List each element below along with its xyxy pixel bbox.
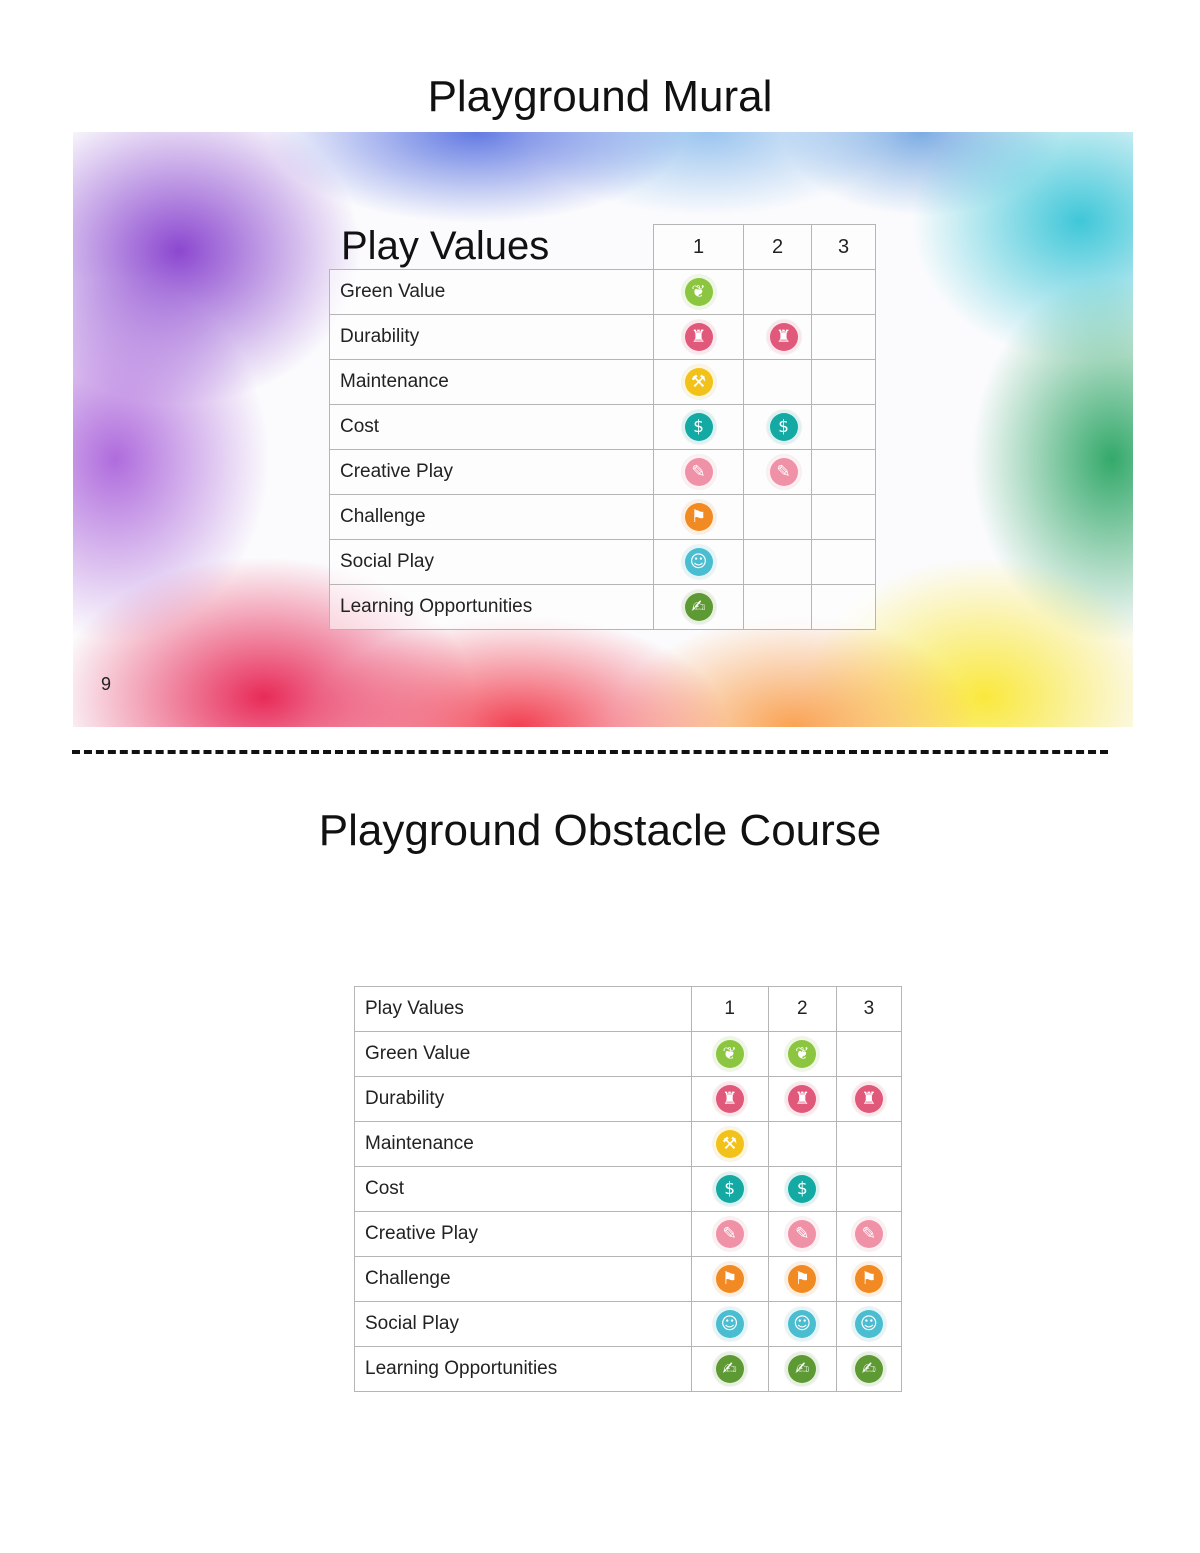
challenge-icon: ⚑ bbox=[713, 1262, 747, 1296]
durability-icon: ♜ bbox=[713, 1082, 747, 1116]
rating-cell-2 bbox=[768, 1302, 836, 1347]
row-label: Maintenance bbox=[355, 1122, 692, 1167]
rating-cell-2 bbox=[744, 405, 812, 450]
rating-cell-3 bbox=[836, 1077, 901, 1122]
green-value-icon: ❦ bbox=[713, 1037, 747, 1071]
green-value-icon: ❦ bbox=[785, 1037, 819, 1071]
column-header-1: 1 bbox=[654, 225, 744, 270]
rating-cell-1 bbox=[691, 1347, 768, 1392]
rating-cell-2 bbox=[744, 450, 812, 495]
row-label: Green Value bbox=[355, 1032, 692, 1077]
slide-page-number: 9 bbox=[101, 674, 112, 694]
rating-cell-1 bbox=[654, 585, 744, 630]
creative-play-icon-cropped bbox=[767, 455, 789, 489]
cost-icon: $ bbox=[785, 1172, 819, 1206]
column-header-3: 3 bbox=[812, 225, 876, 270]
rating-cell-2 bbox=[744, 270, 812, 315]
rating-cell-3 bbox=[812, 495, 876, 540]
rating-cell-1 bbox=[691, 1032, 768, 1077]
rating-cell-2 bbox=[744, 540, 812, 585]
rating-cell-3 bbox=[812, 315, 876, 360]
social-play-icon: ☺ bbox=[785, 1307, 819, 1341]
rating-cell-3 bbox=[812, 450, 876, 495]
row-label: Durability bbox=[355, 1077, 692, 1122]
row-label: Green Value bbox=[330, 270, 654, 315]
rating-cell-3 bbox=[836, 1347, 901, 1392]
table-row bbox=[330, 495, 876, 540]
row-label: Cost bbox=[330, 405, 654, 450]
rating-cell-1 bbox=[654, 270, 744, 315]
slide-heading: Play Values bbox=[341, 224, 550, 268]
table-row bbox=[355, 1077, 902, 1122]
column-header-2: 2 bbox=[768, 987, 836, 1032]
mural-slide-image bbox=[73, 132, 1133, 727]
row-label: Challenge bbox=[355, 1257, 692, 1302]
rating-cell-1 bbox=[654, 315, 744, 360]
table-row bbox=[355, 1212, 902, 1257]
rating-cell-3 bbox=[812, 585, 876, 630]
rating-cell-2 bbox=[744, 495, 812, 540]
row-label: Learning Opportunities bbox=[355, 1347, 692, 1392]
learning-icon: ✍ bbox=[852, 1352, 886, 1386]
row-label: Learning Opportunities bbox=[330, 585, 654, 630]
table-row bbox=[355, 1032, 902, 1077]
rating-cell-1 bbox=[654, 405, 744, 450]
rating-cell-3 bbox=[836, 1167, 901, 1212]
green-value-icon: ❦ bbox=[682, 275, 716, 309]
rating-cell-2 bbox=[768, 1032, 836, 1077]
table-row bbox=[330, 270, 876, 315]
rating-cell-2 bbox=[744, 360, 812, 405]
table-row bbox=[355, 1347, 902, 1392]
mural-title: Playground Mural bbox=[427, 72, 773, 121]
rating-cell-2 bbox=[768, 1212, 836, 1257]
rating-cell-1 bbox=[654, 360, 744, 405]
table-row bbox=[330, 315, 876, 360]
creative-play-icon: ✎ bbox=[682, 455, 716, 489]
challenge-icon: ⚑ bbox=[682, 500, 716, 534]
rating-cell-1 bbox=[691, 1212, 768, 1257]
row-label: Social Play bbox=[355, 1302, 692, 1347]
creative-play-icon: ✎ bbox=[767, 455, 801, 489]
creative-play-icon: ✎ bbox=[713, 1217, 747, 1251]
row-label: Social Play bbox=[330, 540, 654, 585]
maintenance-icon: ⚒ bbox=[682, 365, 716, 399]
rating-cell-2 bbox=[744, 315, 812, 360]
rating-cell-1 bbox=[691, 1077, 768, 1122]
row-label: Durability bbox=[330, 315, 654, 360]
rating-cell-1 bbox=[691, 1302, 768, 1347]
rating-cell-3 bbox=[812, 360, 876, 405]
learning-icon: ✍ bbox=[785, 1352, 819, 1386]
table-row bbox=[330, 405, 876, 450]
cost-icon: $ bbox=[682, 410, 716, 444]
durability-icon: ♜ bbox=[852, 1082, 886, 1116]
durability-icon: ♜ bbox=[682, 320, 716, 354]
column-header-2: 2 bbox=[744, 225, 812, 270]
row-label: Challenge bbox=[330, 495, 654, 540]
rating-cell-1 bbox=[691, 1257, 768, 1302]
table-row bbox=[355, 1167, 902, 1212]
rating-cell-3 bbox=[836, 1212, 901, 1257]
table-row bbox=[330, 540, 876, 585]
table-row bbox=[330, 360, 876, 405]
rating-cell-3 bbox=[836, 1032, 901, 1077]
cost-icon: $ bbox=[767, 410, 801, 444]
table-row bbox=[355, 1122, 902, 1167]
social-play-icon: ☺ bbox=[682, 545, 716, 579]
creative-play-icon: ✎ bbox=[852, 1217, 886, 1251]
rating-cell-2 bbox=[768, 1122, 836, 1167]
rating-cell-3 bbox=[812, 405, 876, 450]
obstacle-course-title: Playground Obstacle Course bbox=[318, 806, 882, 855]
dashed-divider bbox=[72, 750, 1108, 754]
durability-icon: ♜ bbox=[785, 1082, 819, 1116]
rating-cell-2 bbox=[768, 1167, 836, 1212]
creative-play-icon: ✎ bbox=[785, 1217, 819, 1251]
rating-cell-2 bbox=[768, 1257, 836, 1302]
table-header-row bbox=[330, 225, 876, 270]
challenge-icon: ⚑ bbox=[785, 1262, 819, 1296]
cost-icon: $ bbox=[713, 1172, 747, 1206]
rating-cell-2 bbox=[744, 585, 812, 630]
challenge-icon: ⚑ bbox=[852, 1262, 886, 1296]
social-play-icon: ☺ bbox=[852, 1307, 886, 1341]
header-spacer bbox=[330, 225, 654, 270]
rating-cell-1 bbox=[654, 450, 744, 495]
row-label: Maintenance bbox=[330, 360, 654, 405]
rating-cell-1 bbox=[691, 1122, 768, 1167]
durability-icon-cropped bbox=[767, 320, 792, 354]
rating-cell-3 bbox=[812, 270, 876, 315]
table-row bbox=[355, 1257, 902, 1302]
rating-cell-3 bbox=[836, 1257, 901, 1302]
table-row bbox=[330, 450, 876, 495]
rating-cell-3 bbox=[836, 1302, 901, 1347]
rating-cell-2 bbox=[768, 1347, 836, 1392]
rating-cell-2 bbox=[768, 1077, 836, 1122]
rating-cell-3 bbox=[812, 540, 876, 585]
learning-icon: ✍ bbox=[682, 590, 716, 624]
durability-icon: ♜ bbox=[767, 320, 801, 354]
maintenance-icon: ⚒ bbox=[713, 1127, 747, 1161]
column-header-1: 1 bbox=[691, 987, 768, 1032]
rating-cell-1 bbox=[691, 1167, 768, 1212]
header-label: Play Values bbox=[355, 987, 692, 1032]
row-label: Creative Play bbox=[330, 450, 654, 495]
social-play-icon: ☺ bbox=[713, 1307, 747, 1341]
mural-play-values-table bbox=[329, 224, 876, 630]
table-header-row bbox=[355, 987, 902, 1032]
cost-icon-cropped bbox=[767, 410, 789, 444]
rating-cell-1 bbox=[654, 495, 744, 540]
rating-cell-3 bbox=[836, 1122, 901, 1167]
row-label: Cost bbox=[355, 1167, 692, 1212]
table-row bbox=[355, 1302, 902, 1347]
row-label: Creative Play bbox=[355, 1212, 692, 1257]
learning-icon: ✍ bbox=[713, 1352, 747, 1386]
rating-cell-1 bbox=[654, 540, 744, 585]
obstacle-play-values-table bbox=[354, 986, 902, 1392]
table-row bbox=[330, 585, 876, 630]
column-header-3: 3 bbox=[836, 987, 901, 1032]
